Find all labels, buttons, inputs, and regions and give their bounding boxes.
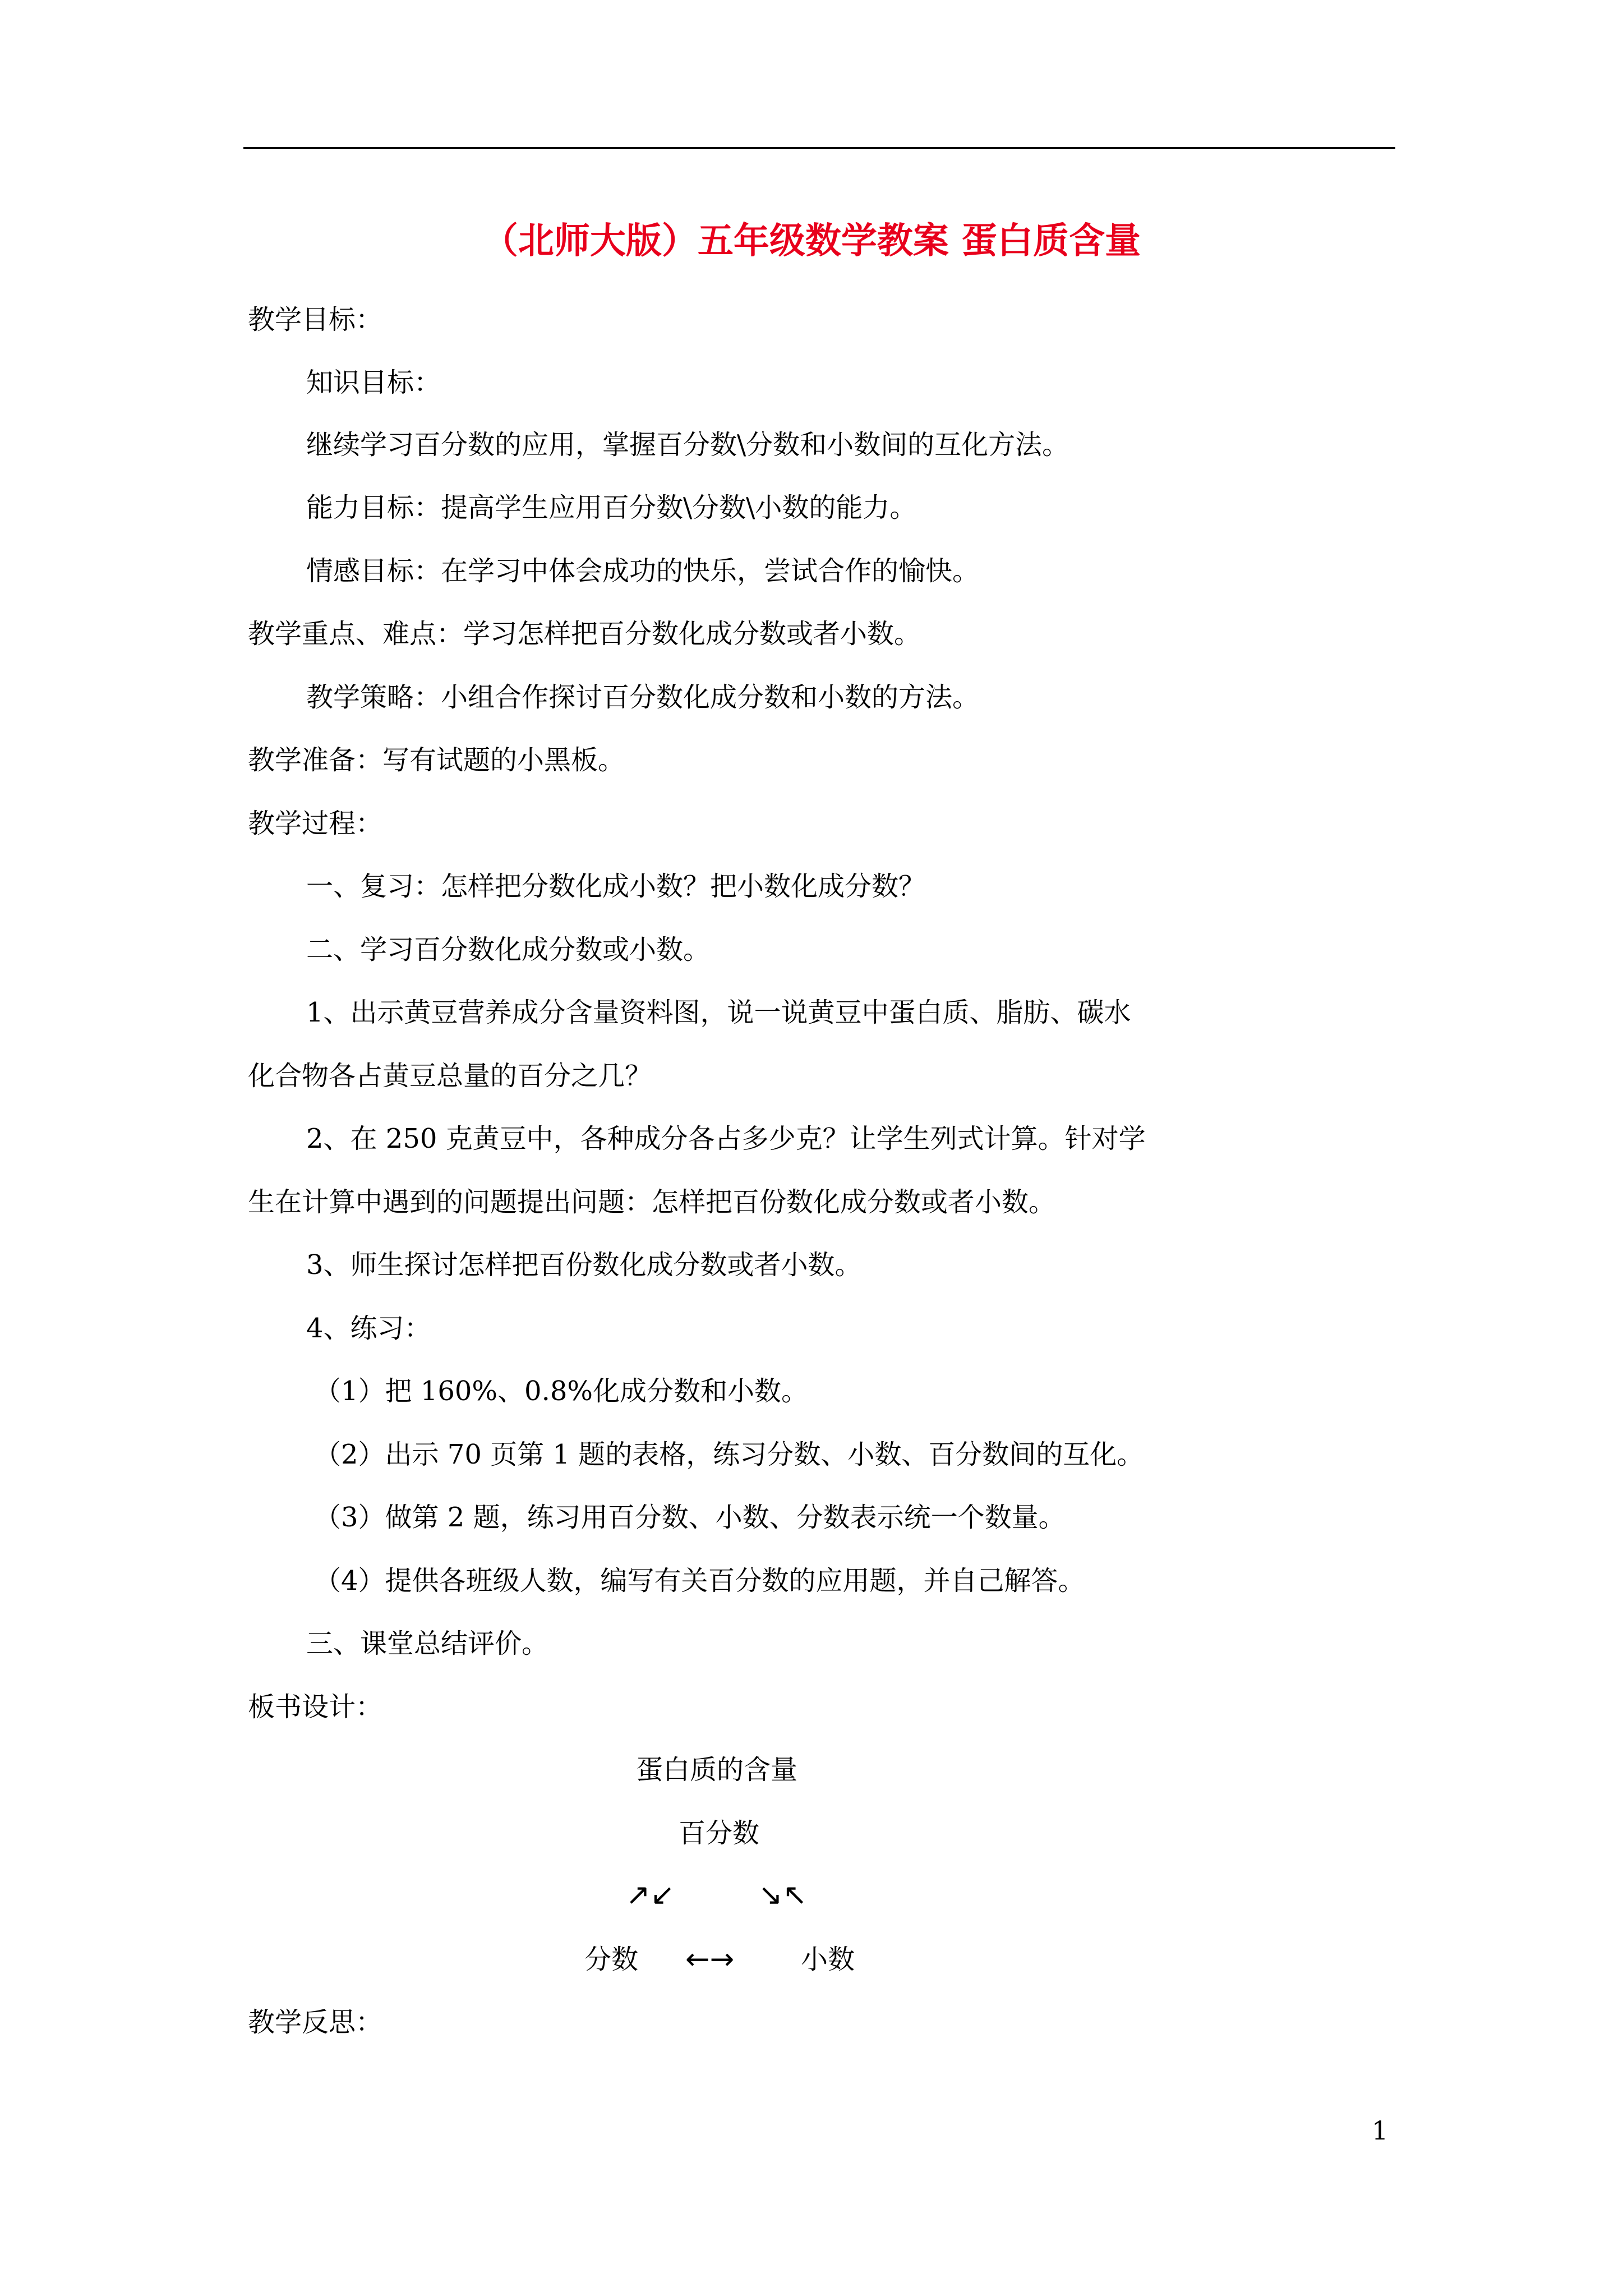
ability-goal: 能力目标：提高学生应用百分数\分数\小数的能力。 [306, 492, 917, 523]
process-learn: 二、学习百分数化成分数或小数。 [306, 934, 711, 965]
process-step-1-cont: 化合物各占黄豆总量的百分之几？ [248, 1060, 652, 1092]
process-step-1: 1、出示黄豆营养成分含量资料图，说一说黄豆中蛋白质、脂肪、碳水 [306, 997, 1131, 1028]
section-teaching-goals: 教学目标： [248, 304, 383, 335]
process-step-4: 4、练习： [306, 1313, 431, 1344]
section-board-design: 板书设计： [248, 1691, 383, 1723]
process-step-2: 2、在 250 克黄豆中，各种成分各占多少克？让学生列式计算。针对学 [306, 1123, 1146, 1154]
document-title: （北师大版）五年级数学教案 蛋白质含量 [482, 220, 1141, 262]
emotion-goal: 情感目标：在学习中体会成功的快乐，尝试合作的愉快。 [306, 555, 980, 587]
process-review: 一、复习：怎样把分数化成小数？把小数化成分数？ [306, 871, 926, 902]
process-step-2-cont: 生在计算中遇到的问题提出问题：怎样把百份数化成分数或者小数。 [248, 1186, 1056, 1218]
exercise-1: （1）把 160%、0.8%化成分数和小数。 [314, 1375, 808, 1407]
key-difficult-points: 教学重点、难点：学习怎样把百分数化成分数或者小数。 [248, 618, 921, 650]
double-arrow-icon: ←→ [685, 1943, 735, 1976]
left-arrows-icon: ↗↙ [626, 1878, 675, 1912]
header-rule [243, 147, 1395, 149]
process-summary: 三、课堂总结评价。 [306, 1628, 549, 1659]
teaching-strategy: 教学策略：小组合作探讨百分数化成分数和小数的方法。 [306, 682, 980, 713]
board-center: 百分数 [679, 1818, 760, 1849]
teaching-preparation: 教学准备：写有试题的小黑板。 [248, 744, 625, 776]
knowledge-goal-text: 继续学习百分数的应用，掌握百分数\分数和小数间的互化方法。 [306, 429, 1069, 461]
board-title: 蛋白质的含量 [636, 1754, 798, 1786]
section-reflection: 教学反思： [248, 2007, 383, 2038]
section-teaching-process: 教学过程： [248, 808, 383, 839]
exercise-2: （2）出示 70 页第 1 题的表格，练习分数、小数、百分数间的互化。 [314, 1439, 1144, 1470]
process-step-3: 3、师生探讨怎样把百份数化成分数或者小数。 [306, 1249, 862, 1281]
right-arrows-icon: ↘↖ [758, 1878, 808, 1912]
exercise-4: （4）提供各班级人数，编写有关百分数的应用题，并自己解答。 [314, 1565, 1085, 1596]
knowledge-goal-label: 知识目标： [306, 367, 441, 398]
exercise-3: （3）做第 2 题，练习用百分数、小数、分数表示统一个数量。 [314, 1502, 1066, 1533]
board-left: 分数 [584, 1944, 639, 1975]
page-number: 1 [1372, 2115, 1389, 2146]
board-right: 小数 [801, 1944, 855, 1975]
